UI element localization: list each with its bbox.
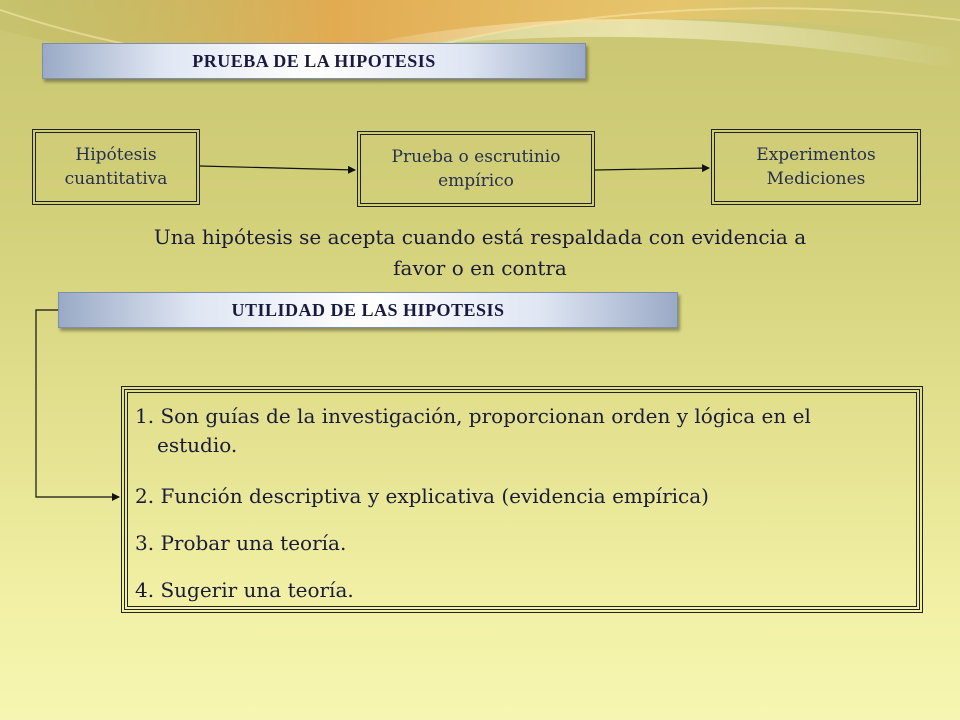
arrow-utilidad-to-list (36, 310, 119, 497)
utilidad-item-3-text: 3. Probar una teoría. (135, 531, 347, 555)
flow-box-prueba-line1: Prueba o escrutinio (391, 147, 561, 167)
flow-box-hipotesis-line1: Hipótesis (75, 145, 157, 165)
arrow-hipotesis-to-prueba (200, 166, 355, 170)
flow-box-prueba (357, 131, 595, 207)
flow-box-experimentos-line1: Experimentos (756, 145, 876, 165)
flow-box-experimentos-line2: Mediciones (766, 169, 866, 189)
flow-box-prueba-line2: empírico (438, 171, 514, 191)
flow-box-hipotesis-line2: cuantitativa (64, 169, 168, 189)
utilidad-item-2-text: 2. Función descriptiva y explicativa (evidencia empírica) (135, 484, 709, 508)
flow-box-hipotesis (32, 129, 200, 205)
utilidad-list-box (121, 386, 923, 613)
arrow-prueba-to-experimentos (595, 168, 709, 170)
banner-utilidad-text: UTILIDAD DE LAS HIPOTESIS (231, 299, 505, 320)
statement-line2: favor o en contra (393, 256, 567, 280)
utilidad-item-3 (135, 529, 346, 558)
statement-line1: Una hipótesis se acepta cuando está respaldada con evidencia a (153, 225, 807, 249)
flow-box-experimentos (711, 129, 921, 205)
utilidad-item-4-text: 4. Sugerir una teoría. (135, 578, 354, 602)
utilidad-item-1-line1: 1. Son guías de la investigación, proporcionan orden y lógica en el (135, 404, 811, 428)
banner-prueba-hipotesis (42, 43, 586, 79)
banner-utilidad-hipotesis (58, 292, 678, 328)
acceptance-statement (100, 222, 860, 284)
utilidad-item-2 (135, 482, 709, 511)
banner-prueba-text: PRUEBA DE LA HIPOTESIS (192, 50, 436, 71)
utilidad-item-4 (135, 576, 354, 605)
utilidad-item-1 (135, 402, 811, 460)
utilidad-item-1-line2: estudio. (157, 433, 238, 457)
